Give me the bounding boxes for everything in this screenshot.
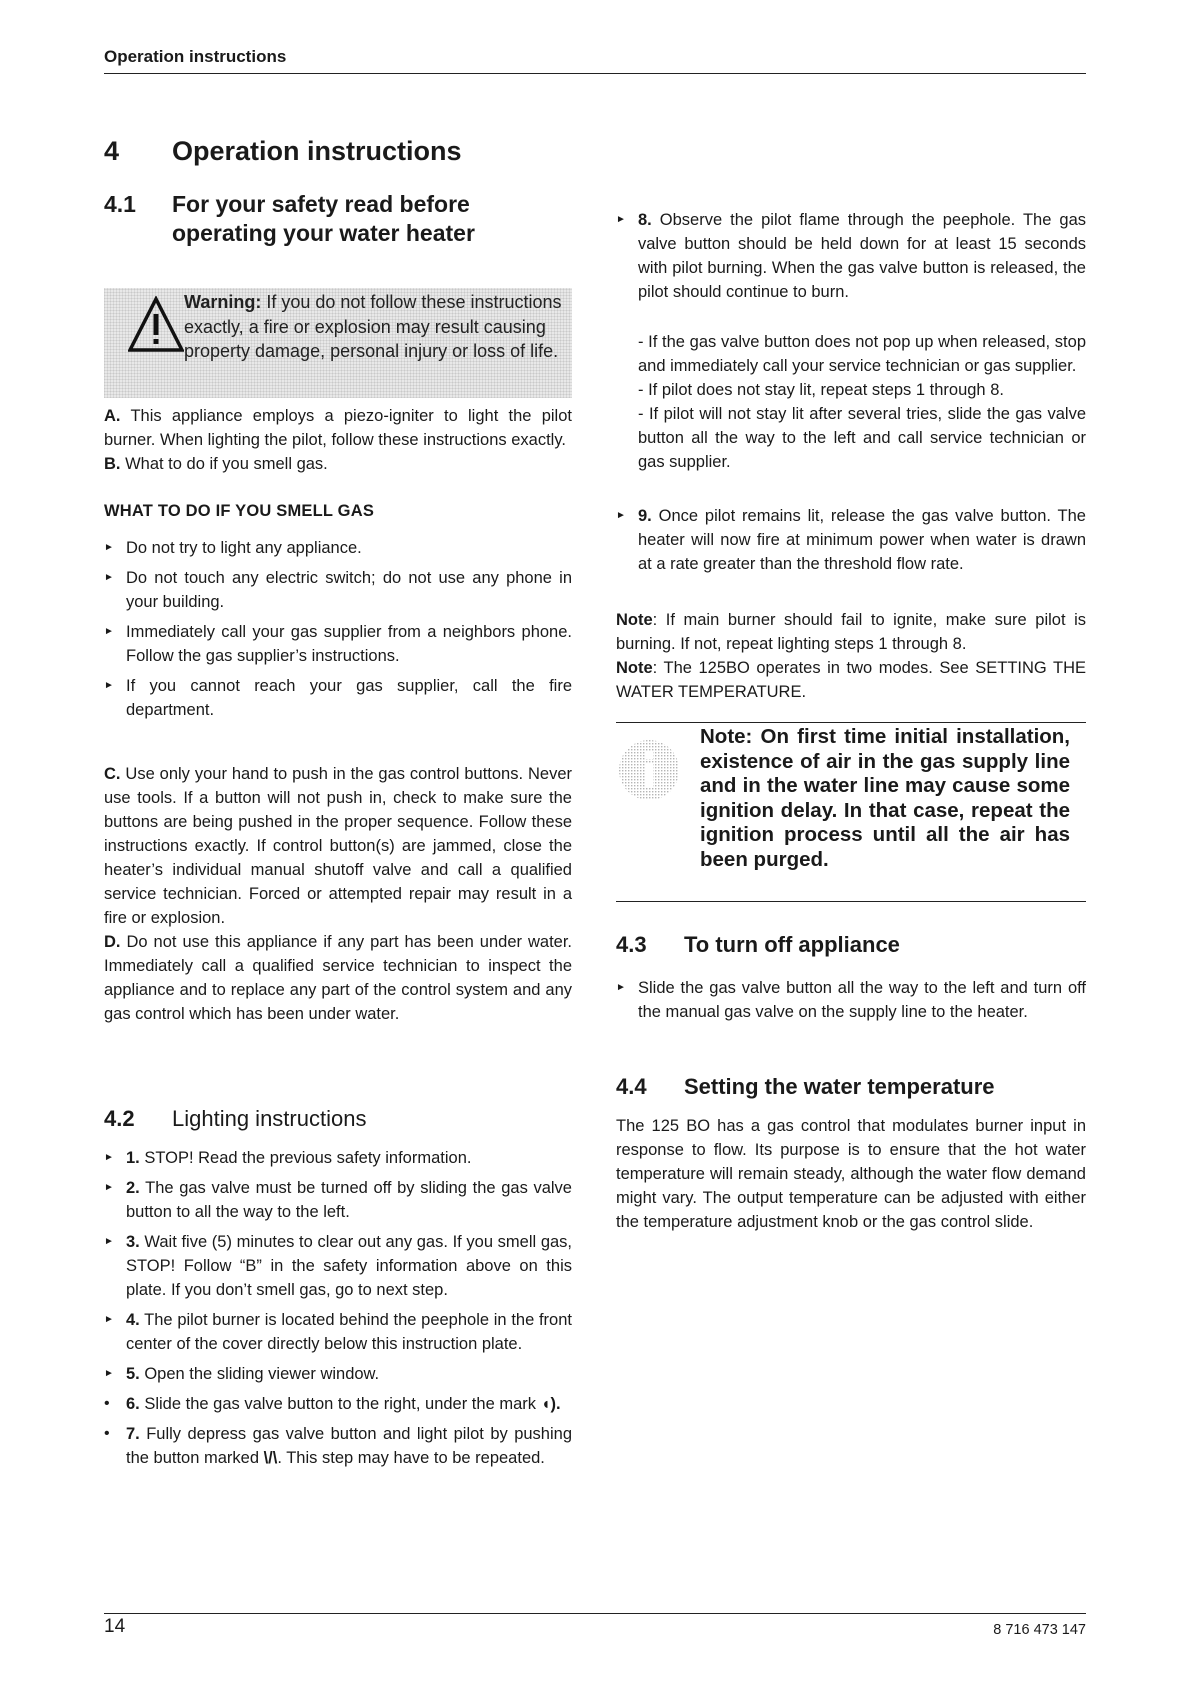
- paragraph-a-text: This appliance employs a piezo-igniter to light the pilot burner. When lighting the pilot, follow these instructions exactly.: [104, 407, 572, 449]
- arrow-bullet-icon: ►: [616, 214, 626, 225]
- paragraph-c-label: C.: [104, 765, 121, 783]
- warning-text: [184, 290, 564, 364]
- page-number: 14: [104, 1616, 126, 1637]
- list-item: ► Do not touch any electric switch; do not use any phone in your building.: [104, 566, 572, 614]
- section-4-2-heading: [104, 1104, 572, 1134]
- list-item: ► Do not try to light any appliance.: [104, 536, 572, 560]
- list-item: ► 4. The pilot burner is located behind the peephole in the front center of the cover directly below this instruction plate.: [104, 1308, 572, 1356]
- chapter-title-text: Operation instructions: [172, 136, 462, 166]
- chapter-title: [104, 136, 462, 167]
- turn-off-list: [616, 976, 1086, 1030]
- paragraph-d: [104, 930, 572, 1026]
- section-4-3-heading: [616, 930, 1086, 960]
- list-item: • 6. Slide the gas valve button to the right, under the mark ◖).: [104, 1392, 572, 1416]
- section-title: For your safety read before operating your water heater: [172, 191, 475, 246]
- chapter-number: 4: [104, 136, 120, 166]
- temperature-paragraph: [616, 1114, 1086, 1234]
- dot-bullet-icon: •: [104, 1425, 110, 1442]
- pilot-mark-icon: ◖).: [540, 1395, 561, 1413]
- paragraph-d-label: D.: [104, 933, 121, 951]
- paragraph-b-label: B.: [104, 455, 121, 473]
- smell-gas-heading: WHAT TO DO IF YOU SMELL GAS: [104, 502, 375, 520]
- section-number: 4.4: [616, 1074, 647, 1099]
- section-4-4-heading: [616, 1072, 1086, 1102]
- list-item: ► If you cannot reach your gas supplier, call the fire department.: [104, 674, 572, 722]
- arrow-bullet-icon: ►: [616, 510, 626, 521]
- list-item: ► 9. Once pilot remains lit, release the gas valve button. The heater will now fire at minimum power when water is drawn at a rate greater than the threshold flow rate.: [616, 504, 1086, 576]
- section-number: 4.1: [104, 191, 136, 217]
- subnote: - If pilot will not stay lit after several tries, slide the gas valve button all the way to the left and call service technician or gas supplier.: [638, 405, 1086, 471]
- section-title: Lighting instructions: [172, 1106, 367, 1131]
- warning-box: [104, 288, 572, 398]
- ignite-mark-icon: \/\: [263, 1449, 278, 1467]
- paragraph-b: [104, 452, 572, 476]
- smell-gas-list: [104, 536, 572, 728]
- arrow-bullet-icon: ►: [616, 982, 626, 993]
- arrow-bullet-icon: ►: [104, 626, 114, 637]
- list-item: • 7. Fully depress gas valve button and light pilot by pushing the button marked \/\. This step may have to be repeated.: [104, 1422, 572, 1470]
- arrow-bullet-icon: ►: [104, 1368, 114, 1379]
- warning-body: If you do not follow these instructions exactly, a fire or explosion may result causing property damage, personal injury or loss of life.: [184, 292, 562, 361]
- note-1: Note: If main burner should fail to ignite, make sure pilot is burning. If not, repeat lighting steps 1 through 8.: [616, 611, 1086, 653]
- list-item: ► 3. Wait five (5) minutes to clear out any gas. If you smell gas, STOP! Follow “B” in the safety information above on this plate. If you don’t smell gas, go to next step.: [104, 1230, 572, 1302]
- temperature-text: The 125 BO has a gas control that modulates burner input in response to flow. Its purpose is to ensure that the hot water temperature will remain steady, although the water flow demand might vary. The output temperature can be adjusted with either the temperature adjustment knob or the gas control slide.: [616, 1117, 1086, 1231]
- paragraph-c: [104, 762, 572, 930]
- list-item: ► 5. Open the sliding viewer window.: [104, 1362, 572, 1386]
- section-number: 4.2: [104, 1106, 135, 1131]
- step-8-subnotes: [638, 330, 1086, 474]
- list-item: ► 2. The gas valve must be turned off by sliding the gas valve button to all the way to the left.: [104, 1176, 572, 1224]
- section-title: Setting the water temperature: [684, 1074, 995, 1099]
- warning-label: Warning:: [184, 292, 262, 312]
- warning-triangle-icon: [128, 296, 184, 354]
- note-box: [616, 722, 1086, 902]
- step-8-list: [616, 208, 1086, 310]
- arrow-bullet-icon: ►: [104, 1152, 114, 1163]
- section-4-1-heading: [104, 190, 572, 250]
- subnote: - If the gas valve button does not pop up when released, stop and immediately call your service technician or gas supplier.: [638, 333, 1086, 375]
- header-rule: [104, 73, 1086, 74]
- note-2: Note: The 125BO operates in two modes. See SETTING THE WATER TEMPERATURE.: [616, 659, 1086, 701]
- arrow-bullet-icon: ►: [104, 542, 114, 553]
- running-header: Operation instructions: [104, 47, 287, 66]
- paragraph-a-label: A.: [104, 407, 121, 425]
- arrow-bullet-icon: ►: [104, 1314, 114, 1325]
- paragraph-a: [104, 404, 572, 452]
- footer-rule: [104, 1613, 1086, 1614]
- paragraph-c-text: Use only your hand to push in the gas control buttons. Never use tools. If a button will not push in, check to make sure the buttons are being pushed in the proper sequence. Follow these instructions exactly. If control button(s) are jammed, close the heater’s individual manual shutoff valve and call a qualified service technician. Forced or attempted repair may result in a fire or explosion.: [104, 765, 572, 927]
- arrow-bullet-icon: ►: [104, 1236, 114, 1247]
- paragraph-b-text: What to do if you smell gas.: [120, 455, 328, 473]
- safety-cd: [104, 762, 572, 1026]
- lighting-steps: [104, 1146, 572, 1476]
- arrow-bullet-icon: ►: [104, 1182, 114, 1193]
- list-item: ► 8. Observe the pilot flame through the peephole. The gas valve button should be held down for at least 15 seconds with pilot burning. When the gas valve button is released, the pilot should continue to burn.: [616, 208, 1086, 304]
- safety-intro: [104, 404, 572, 476]
- arrow-bullet-icon: ►: [104, 572, 114, 583]
- info-icon: [616, 737, 682, 803]
- list-item: ► Slide the gas valve button all the way to the left and turn off the manual gas valve on the supply line to the heater.: [616, 976, 1086, 1024]
- document-number: 8 716 473 147: [993, 1622, 1086, 1638]
- arrow-bullet-icon: ►: [104, 680, 114, 691]
- notes: [616, 608, 1086, 704]
- list-item: ► Immediately call your gas supplier from a neighbors phone. Follow the gas supplier’s instructions.: [104, 620, 572, 668]
- list-item: ► 1. STOP! Read the previous safety information.: [104, 1146, 572, 1170]
- paragraph-d-text: Do not use this appliance if any part has been under water. Immediately call a qualified service technician to inspect the appliance and to replace any part of the control system and any gas control which has been under water.: [104, 933, 572, 1023]
- section-title: To turn off appliance: [684, 932, 900, 957]
- step-9-list: [616, 504, 1086, 582]
- note-box-text: Note: On first time initial installation, existence of air in the gas supply line and in the water line may cause some ignition delay. In that case, repeat the ignition process until all the air has been purged.: [700, 725, 1070, 871]
- subnote: - If pilot does not stay lit, repeat steps 1 through 8.: [638, 381, 1004, 399]
- dot-bullet-icon: •: [104, 1395, 110, 1412]
- section-number: 4.3: [616, 932, 647, 957]
